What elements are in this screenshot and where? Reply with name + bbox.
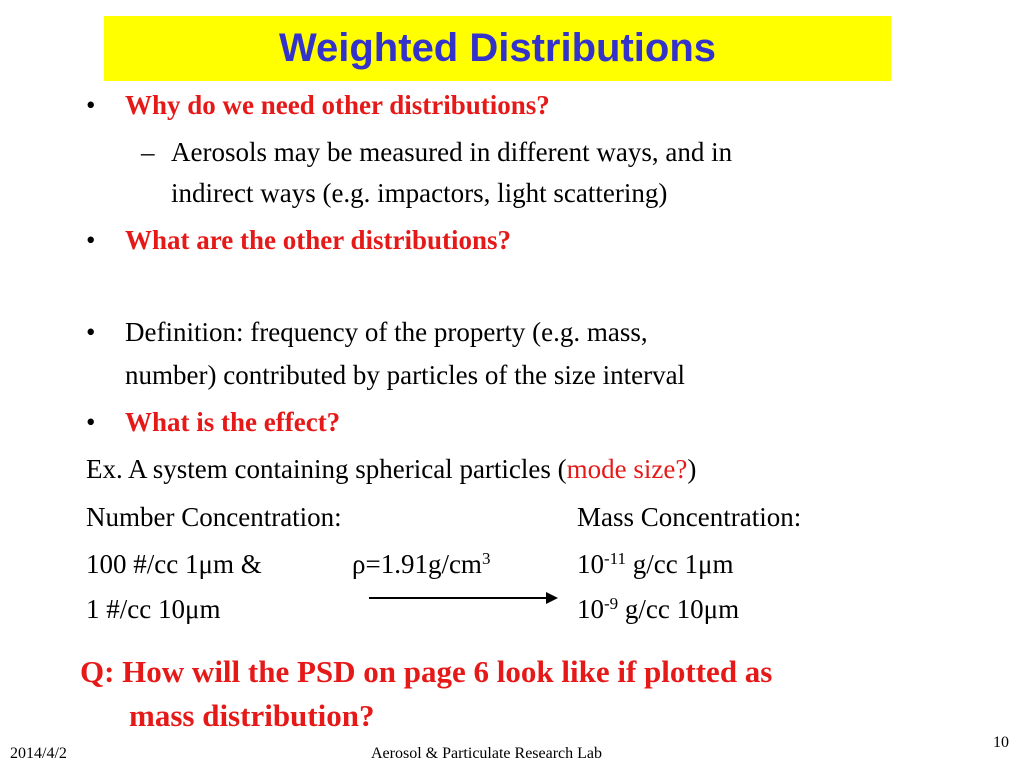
row1-mass-unit: g/cc 1μm — [626, 549, 734, 579]
bullet-dot: • — [86, 317, 96, 347]
sub-point-line-1: Aerosols may be measured in different ways, and in — [171, 137, 733, 167]
row1-number-conc: 100 #/cc 1μm & — [86, 549, 262, 579]
definition-line-1: Definition: frequency of the property (e.g. mass, — [125, 317, 648, 347]
density-value — [352, 546, 490, 582]
arrow-shaft — [369, 597, 549, 599]
row2-mass-exponent: -9 — [604, 594, 619, 613]
row1-mass-base: 10 — [577, 549, 604, 579]
example-text: Ex. A system containing spherical particles ( — [86, 454, 567, 484]
question-psd-line-1: Q: How will the PSD on page 6 look like if plotted as — [80, 654, 773, 689]
row2-number-conc: 1 #/cc 10μm — [86, 594, 221, 624]
row1-mass-exponent: -11 — [604, 549, 627, 568]
row2-mass-conc — [577, 591, 739, 627]
footer-organization: Aerosol & Particulate Research Lab — [371, 745, 603, 762]
density-exponent: 3 — [481, 549, 491, 568]
slide-title: Weighted Distributions — [278, 26, 717, 70]
example-line — [86, 451, 696, 487]
arrow-right-icon — [546, 592, 558, 604]
density-text: ρ=1.91g/cm — [352, 549, 482, 579]
question-psd-line-2: mass distribution? — [129, 698, 375, 733]
example-close: ) — [687, 454, 697, 484]
bullet-dot: • — [86, 225, 96, 255]
mass-concentration-label: Mass Concentration: — [577, 502, 802, 532]
question-what-other: What are the other distributions? — [125, 225, 512, 255]
row2-mass-unit: g/cc 10μm — [618, 594, 740, 624]
row2-mass-base: 10 — [577, 594, 604, 624]
page-number: 10 — [993, 734, 1009, 751]
sub-bullet-dash: – — [141, 137, 155, 167]
footer-date: 2014/4/2 — [10, 745, 67, 762]
number-concentration-label: Number Concentration: — [86, 502, 342, 532]
title-banner — [104, 16, 891, 81]
bullet-dot: • — [86, 407, 96, 437]
bullet-dot: • — [86, 90, 96, 120]
question-why-other: Why do we need other distributions? — [125, 90, 550, 120]
example-mode-size: mode size? — [566, 454, 688, 484]
row1-mass-conc — [577, 546, 733, 582]
question-effect: What is the effect? — [125, 407, 341, 437]
definition-line-2: number) contributed by particles of the size interval — [125, 360, 686, 390]
sub-point-line-2: indirect ways (e.g. impactors, light scattering) — [171, 178, 668, 208]
